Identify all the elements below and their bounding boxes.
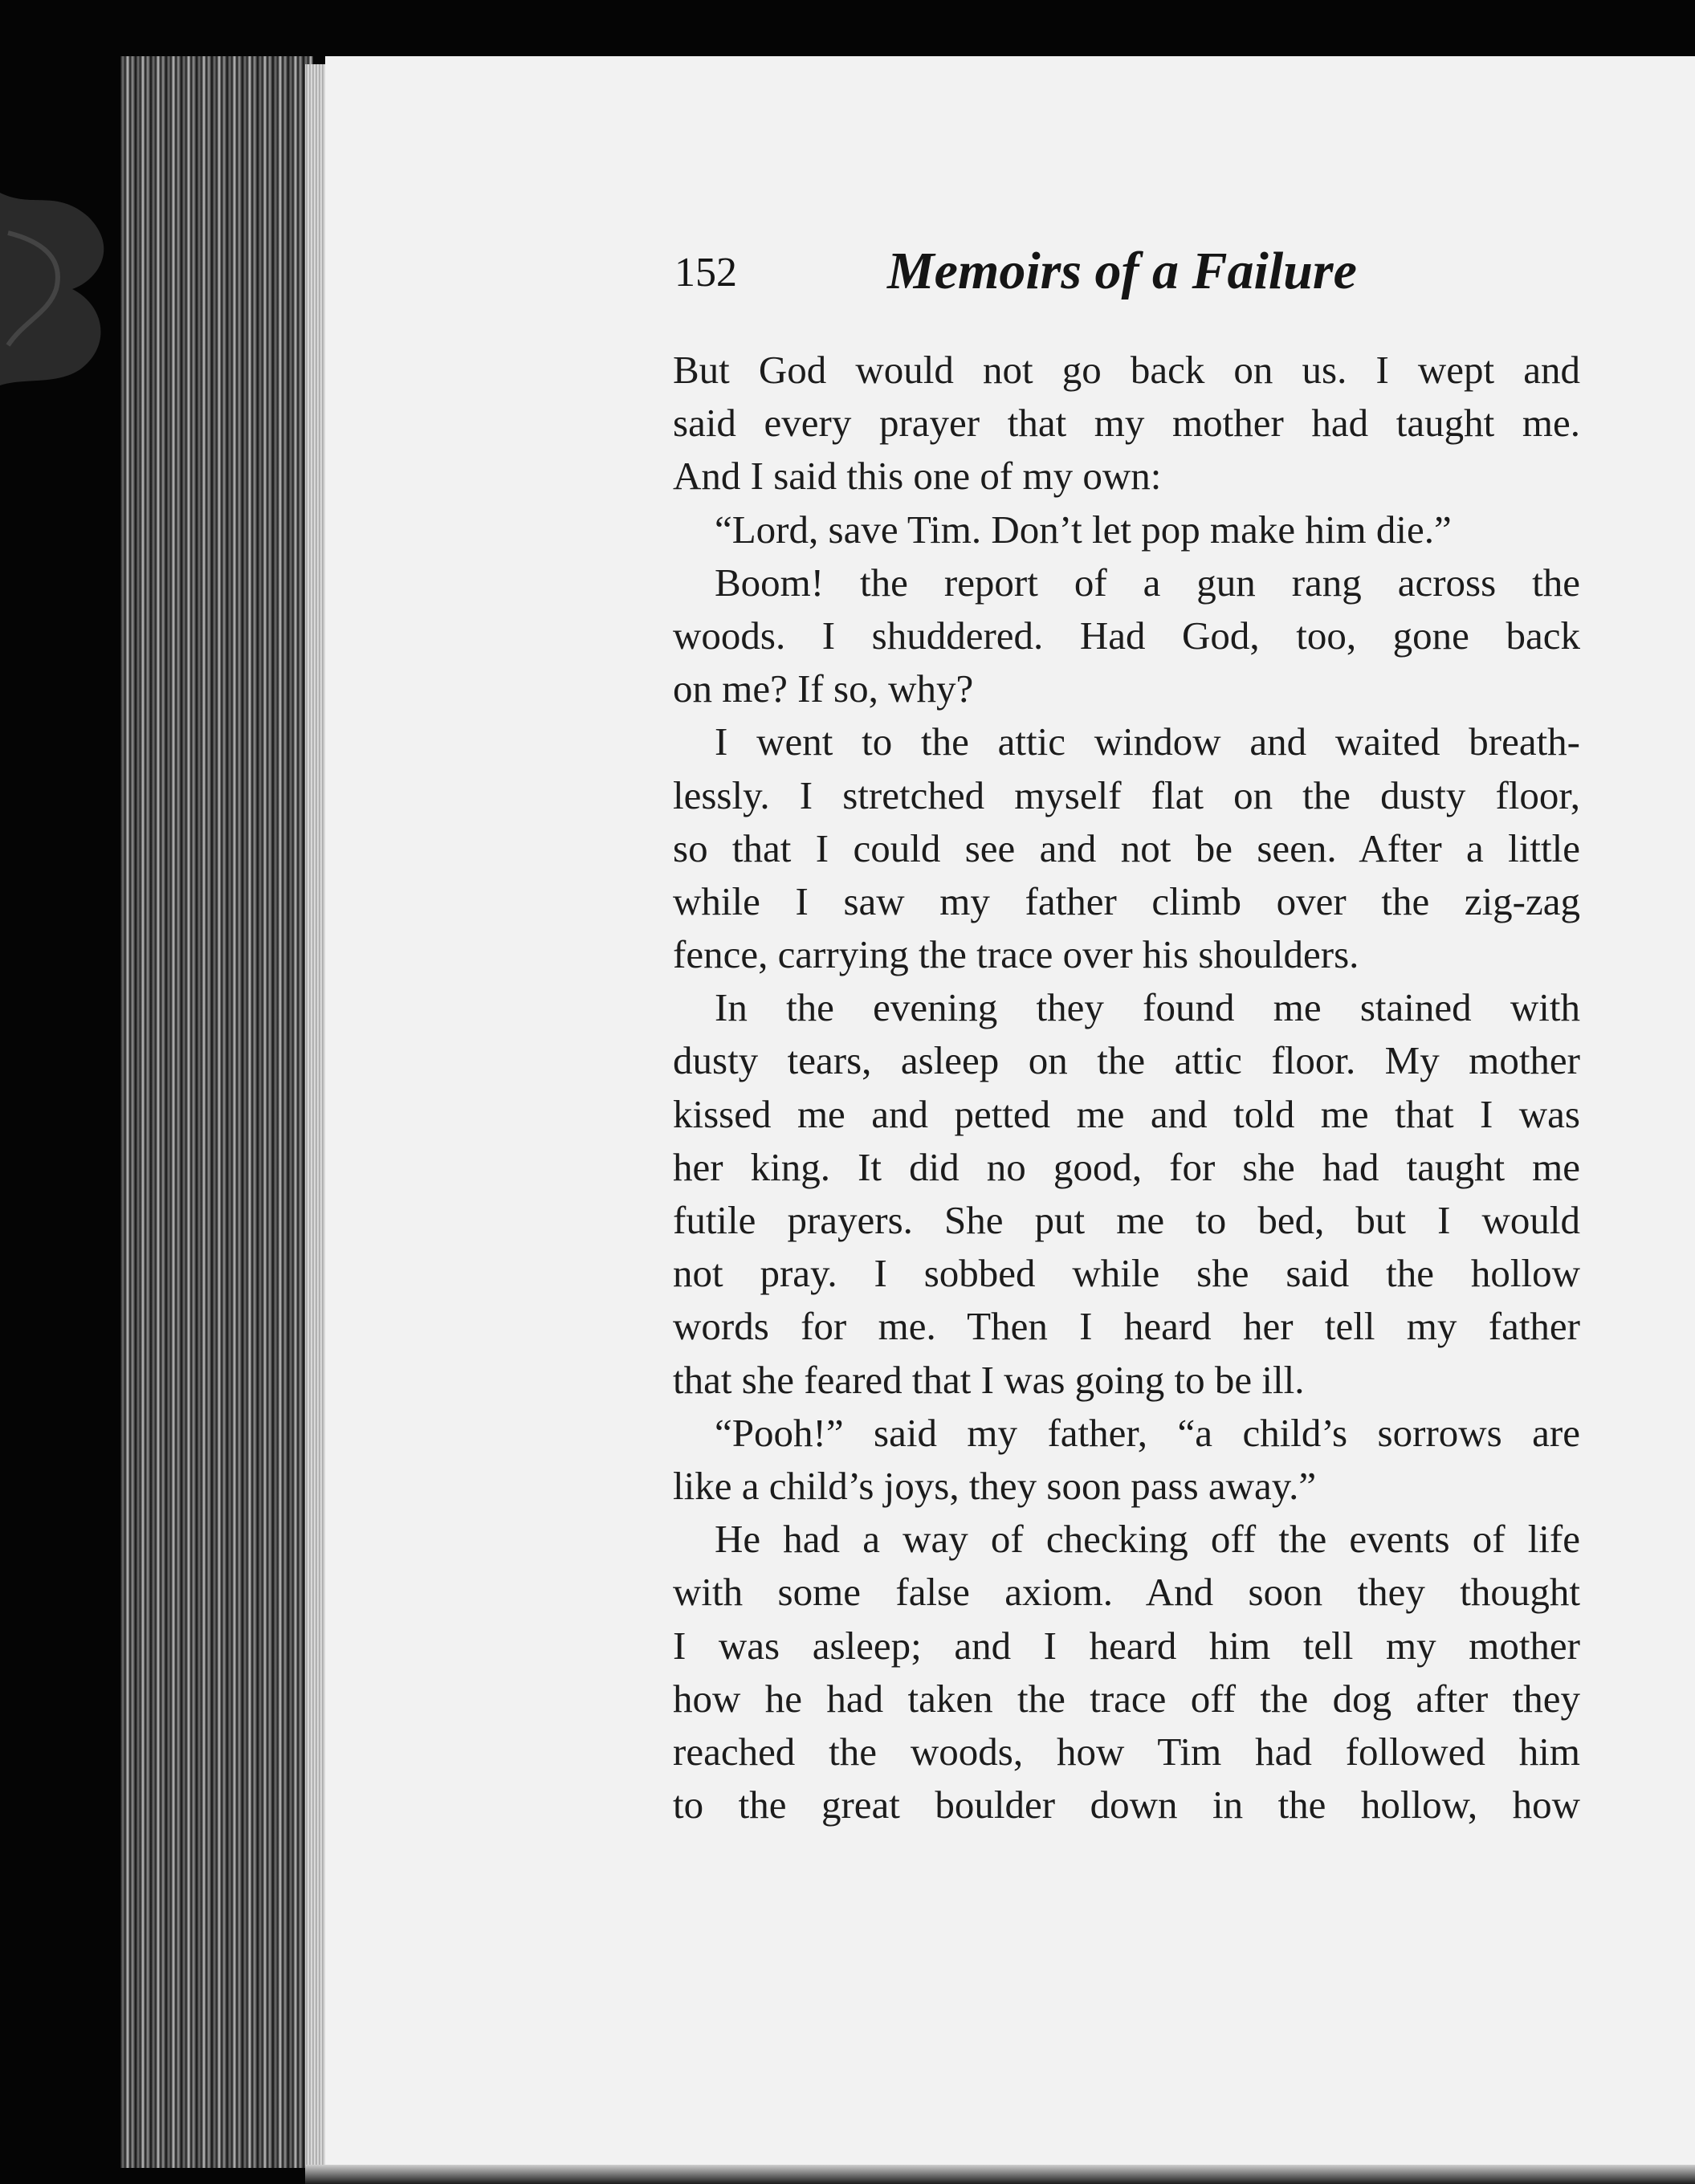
text-line: words for me. Then I heard her tell my father [673, 1304, 1580, 1349]
book-spine [120, 56, 313, 2168]
text-line: not pray. I sobbed while she said the hollow [673, 1251, 1580, 1296]
page-header [674, 241, 1582, 313]
text-line: while I saw my father climb over the zig-zag [673, 878, 1580, 923]
cover-ornament [0, 185, 120, 393]
text-line: Boom! the report of a gun rang across the [715, 560, 1580, 605]
text-line: In the evening they found me stained with [715, 985, 1580, 1030]
text-line: that she feared that I was going to be ill. [673, 1357, 1305, 1402]
text-line: I was asleep; and I heard him tell my mother [673, 1623, 1580, 1668]
text-line: reached the woods, how Tim had followed him [673, 1729, 1580, 1774]
text-line: I went to the attic window and waited breath- [715, 719, 1580, 764]
text-line: woods. I shuddered. Had God, too, gone back [673, 613, 1580, 658]
text-line: her king. It did no good, for she had taught me [673, 1144, 1580, 1189]
text-line: futile prayers. She put me to bed, but I would [673, 1198, 1580, 1242]
text-line: fence, carrying the trace over his shoulders. [673, 932, 1359, 977]
page-number: 152 [674, 250, 737, 295]
text-line: And I said this one of my own: [673, 454, 1162, 499]
text-line: said every prayer that my mother had taught me. [673, 401, 1580, 446]
text-line: with some false axiom. And soon they thought [673, 1570, 1580, 1615]
text-line: kissed me and petted me and told me that I was [673, 1091, 1580, 1136]
text-line: how he had taken the trace off the dog after they [673, 1676, 1580, 1721]
text-line: He had a way of checking off the events of life [715, 1517, 1580, 1562]
running-title: Memoirs of a Failure [887, 242, 1357, 300]
text-line: like a child’s joys, they soon pass away.” [673, 1463, 1317, 1508]
text-line: on me? If so, why? [673, 666, 974, 711]
page-bottom-edge [305, 2165, 1695, 2184]
text-line: “Pooh!” said my father, “a child’s sorrows are [715, 1410, 1580, 1455]
text-line: But God would not go back on us. I wept and [673, 348, 1580, 392]
text-line: dusty tears, asleep on the attic floor. My mother [673, 1038, 1580, 1083]
text-line: so that I could see and not be seen. After a little [673, 825, 1580, 870]
text-line: “Lord, save Tim. Don’t let pop make him die.” [715, 507, 1452, 552]
text-line: to the great boulder down in the hollow, how [673, 1783, 1580, 1827]
body-text [673, 344, 1580, 1832]
text-line: lessly. I stretched myself flat on the dusty floor, [673, 772, 1580, 817]
